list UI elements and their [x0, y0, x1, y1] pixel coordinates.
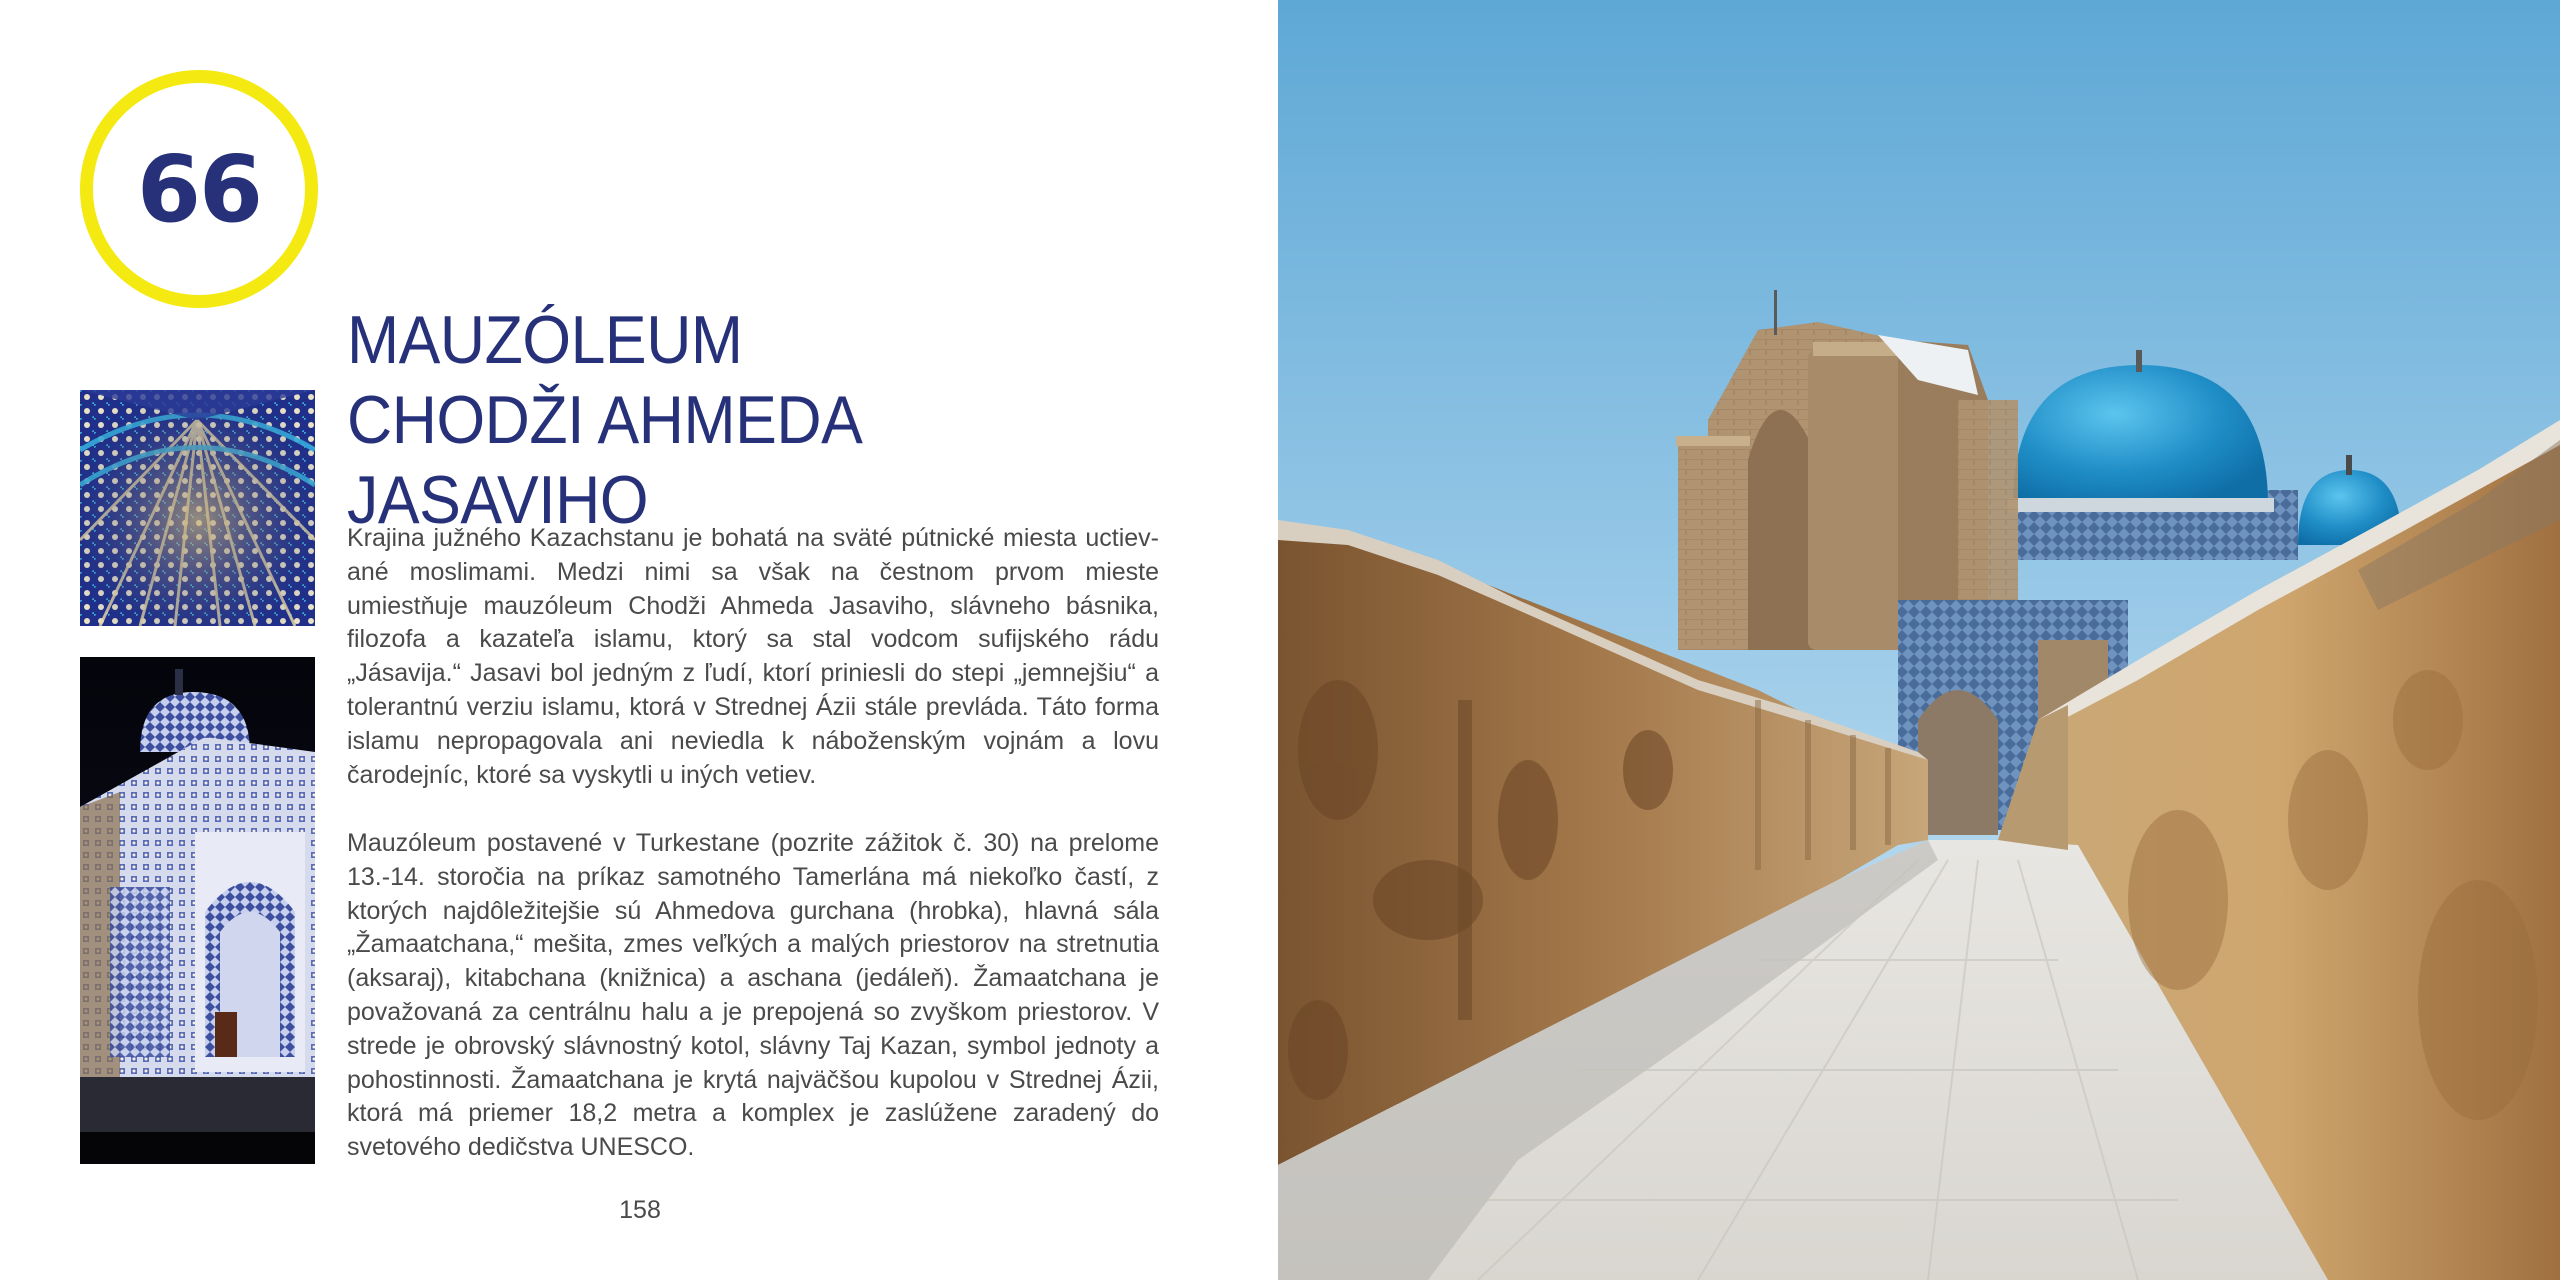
left-page	[0, 0, 1278, 1280]
entry-number-badge	[80, 70, 318, 308]
title-line-1: MAUZÓLEUM	[347, 302, 743, 378]
body-paragraph-1: Krajina južného Kazachstanu je bohatá na sväté pútnické miesta uctievané moslimami. Medzi nimi sa však na čestnom prvom mieste umiestňuje mauzóleum Chodži Ahmeda Jasaviho, slávneho básnika, filozofa a kazateľa islamu, ktorý sa stal vodcom sufijského rádu „Jásavija.“ Jasavi bol jedným z ľudí, ktorí priniesli do stepi „jemnejšiu“ a tolerantnú verziu islamu, ktorá v Strednej Ázii stále prevláda. Táto forma islamu nepropagovala ani neviedla k náboženským vojnám a lovu čarodejníc, ktoré sa vyskytli u iných vetiev.	[347, 524, 1159, 789]
mausoleum-walkway-photo	[1278, 0, 2560, 1280]
title-line-2: CHODŽI AHMEDA JASAVIHO	[347, 382, 859, 538]
page-title	[347, 300, 1101, 540]
entry-number: 66	[136, 135, 262, 243]
mausoleum-night-photo	[80, 657, 315, 1164]
body-paragraph-2: Mauzóleum postavené v Turkestane (pozrite zážitok č. 30) na prelome 13.-14. storočia na príkaz samotného Tamerlána má niekoľko častí, z ktorých najdôležitejšie sú Ahmedova gurchana (hrobka), hlavná sála „Žamaatchana,“ mešita, zmes veľkých a malých priestorov na stretnutia (aksaraj), kitabchana (knižnica) a aschana (jedáleň). Žamaatchana je považovaná za centrálnu halu a je prepojená so zvyškom priestorov. V strede je obrovský slávnostný kotol, slávny Taj Kazan, symbol jednoty a pohostinnosti. Žamaatchana je krytá najväčšou kupolou v Strednej Ázii, ktorá má priemer 18,2 metra a komplex je zaslúžene zaradený do svetového dedičstva UNESCO.	[347, 829, 1159, 1162]
page-number: 158	[619, 1196, 661, 1224]
dome-interior-photo	[80, 390, 315, 626]
